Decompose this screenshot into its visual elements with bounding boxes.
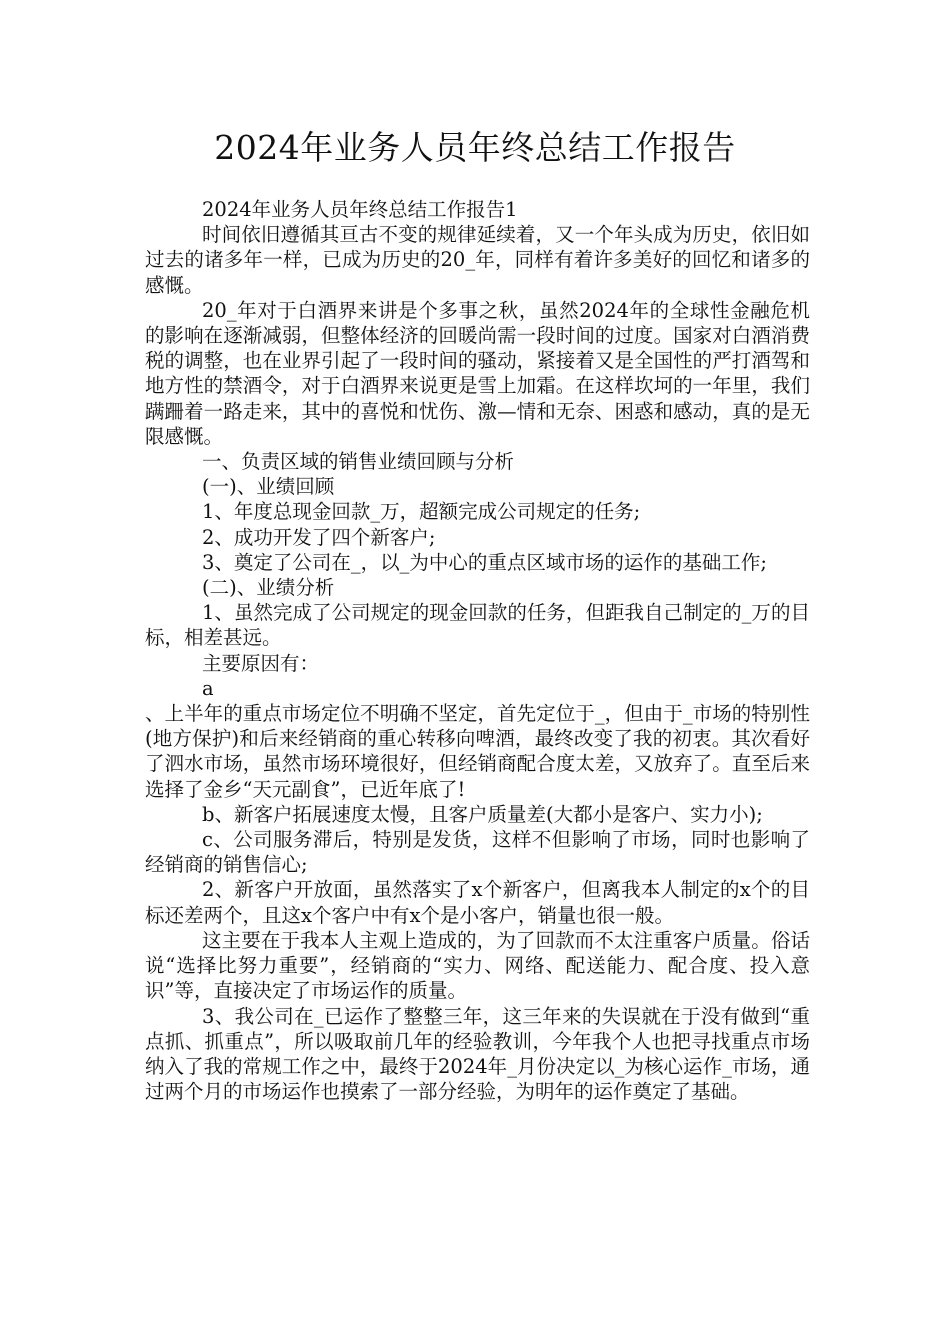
paragraph: 20_年对于白酒界来讲是个多事之秋，虽然2024年的全球性金融危机的影响在逐渐减弱，但整体经济的回暖尚需一段时间的过度。国家对白酒消费税的调整，也在业界引起了一段时间的骚动，紧接着又是全国性的严打酒驾和地方性的禁酒令，对于白酒界来说更是雪上加霜。在这样坎坷的一年里，我们蹒跚着一路走来，其中的喜悦和忧伤、激—情和无奈、困惑和感动，真的是无限感慨。 xyxy=(145,298,810,448)
document-body xyxy=(145,197,810,1104)
paragraph: 2、新客户开放面，虽然落实了x个新客户，但离我本人制定的x个的目标还差两个，且这x个客户中有x个是小客户，销量也很一般。 xyxy=(145,878,810,927)
paragraph: b、新客户拓展速度太慢，且客户质量差(大都小是客户、实力小); xyxy=(202,802,763,826)
paragraph: 主要原因有： xyxy=(202,651,320,675)
paragraph: 2、成功开发了四个新客户; xyxy=(202,525,436,549)
document-title: 2024年业务人员年终总结工作报告 xyxy=(214,128,736,167)
paragraph: 2024年业务人员年终总结工作报告1 xyxy=(202,198,518,221)
paragraph: 3、我公司在_已运作了整整三年，这三年来的失误就在于没有做到“重点抓、抓重点”，所以吸取前几年的经验教训，今年我个人也把寻找重点市场纳入了我的常规工作之中，最终于2024年_月份决定以_为核心运作_市场，通过两个月的市场运作也摸索了一部分经验，为明年的运作奠定了基础。 xyxy=(145,1004,810,1104)
paragraph: 、上半年的重点市场定位不明确不坚定，首先定位于_，但由于_市场的特别性(地方保护)和后来经销商的重心转移向啤酒，最终改变了我的初衷。其次看好了泗水市场，虽然市场环境很好，但经销商配合度太差，又放弃了。直至后来选择了金乡“天元副食”，已近年底了! xyxy=(145,702,810,801)
paragraph: (一)、业绩回顾 xyxy=(202,475,335,499)
paragraph: 1、年度总现金回款_万，超额完成公司规定的任务; xyxy=(202,500,641,524)
paragraph: 一、负责区域的销售业绩回顾与分析 xyxy=(202,450,515,474)
paragraph: 时间依旧遵循其亘古不变的规律延续着，又一个年头成为历史，依旧如过去的诸多年一样，已成为历史的20_年，同样有着许多美好的回忆和诸多的感慨。 xyxy=(145,223,810,297)
paragraph: (二)、业绩分析 xyxy=(202,576,335,600)
paragraph: 这主要在于我本人主观上造成的，为了回款而不太注重客户质量。俗话说“选择比努力重要”，经销商的“实力、网络、配送能力、配合度、投入意识”等，直接决定了市场运作的质量。 xyxy=(145,928,810,1003)
paragraph: c、公司服务滞后，特别是发货，这样不但影响了市场，同时也影响了经销商的销售信心; xyxy=(145,828,810,877)
paragraph: 1、虽然完成了公司规定的现金回款的任务，但距我自己制定的_万的目标，相差甚远。 xyxy=(145,601,810,650)
paragraph: a xyxy=(202,676,214,700)
paragraph: 3、奠定了公司在_，以_为中心的重点区域市场的运作的基础工作; xyxy=(202,550,767,574)
